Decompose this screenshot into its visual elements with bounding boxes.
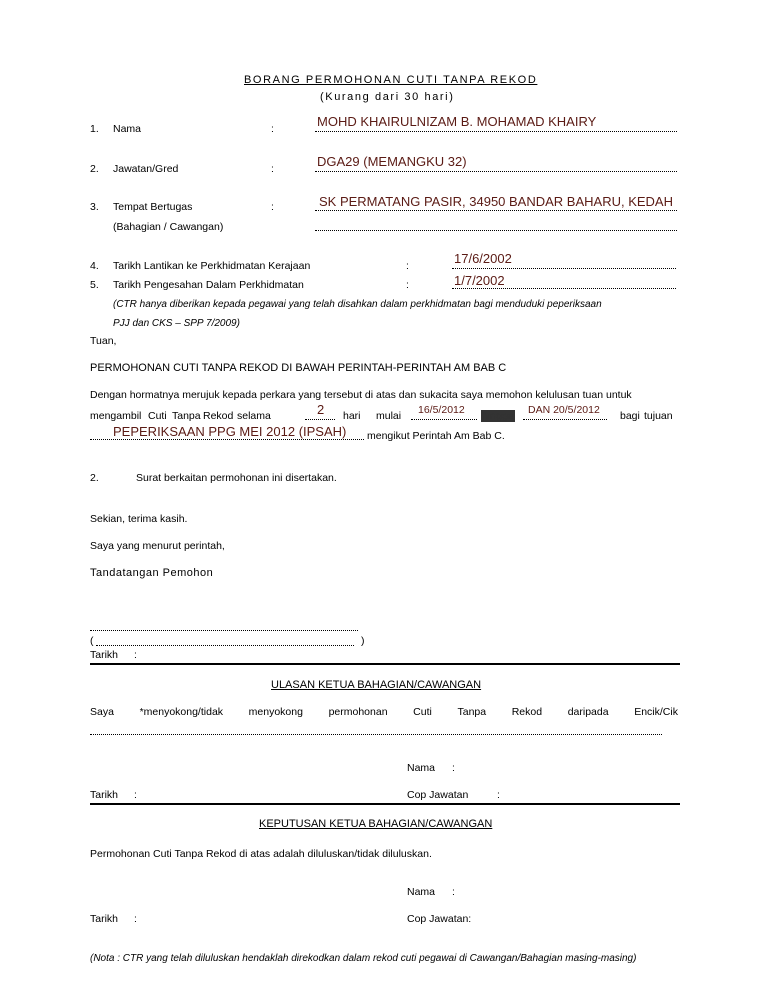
decision-name-label: Nama (407, 886, 436, 898)
start-date-dotted-line (411, 419, 477, 420)
field-2-colon: : (271, 163, 274, 175)
applicant-date-colon: : (134, 649, 137, 661)
applicant-date-label: Tarikh (90, 649, 119, 661)
decision-date-label: Tarikh (90, 913, 119, 925)
field-4-colon: : (406, 260, 409, 272)
decision-date-colon: : (134, 913, 137, 925)
salutation: Tuan, (90, 335, 117, 347)
confirmation-date-value[interactable]: 1/7/2002 (454, 273, 505, 288)
review-section-title: ULASAN KETUA BAHAGIAN/CAWANGAN (271, 679, 482, 691)
decision-section-title: KEPUTUSAN KETUA BAHAGIAN/CAWANGAN (259, 818, 493, 830)
field-5-colon: : (406, 279, 409, 291)
field-3-number: 3. (90, 201, 99, 213)
review-stamp-label: Cop Jawatan (407, 789, 469, 801)
review-word-tanpa: Tanpa (457, 706, 487, 718)
purpose-dotted-line (90, 439, 364, 440)
applicant-name-dotted-line[interactable] (96, 645, 354, 646)
review-word-daripada: daripada (567, 706, 609, 718)
field-2-label: Jawatan/Gred (113, 163, 179, 175)
item-2-text: Surat berkaitan permohonan ini disertakan. (136, 472, 337, 484)
eligibility-note-line-2: PJJ dan CKS – SPP 7/2009) (113, 318, 240, 329)
review-word-saya: Saya (90, 706, 114, 718)
review-word-permohonan: permohonan (328, 706, 388, 718)
review-word-encik-cik: Encik/Cik (634, 706, 678, 718)
end-date-value[interactable]: DAN 20/5/2012 (528, 404, 600, 416)
confirmation-dotted-line (452, 288, 676, 289)
field-5-number: 5. (90, 279, 99, 291)
start-date-value[interactable]: 16/5/2012 (418, 404, 465, 416)
review-sentence (90, 706, 678, 718)
paren-close: ) (361, 635, 365, 647)
review-date-label: Tarikh (90, 789, 119, 801)
review-date-colon: : (134, 789, 137, 801)
footnote: (Nota : CTR yang telah diluluskan hendaklah direkodkan dalam rekod cuti pegawai di Cawangan/Bahagian masing-masing) (90, 953, 637, 964)
field-3-sublabel: (Bahagian / Cawangan) (113, 221, 224, 233)
decision-text: Permohonan Cuti Tanpa Rekod di atas adalah diluluskan/tidak diluluskan. (90, 848, 432, 860)
appointment-date-value[interactable]: 17/6/2002 (454, 251, 512, 266)
para-word-bagi: bagi (620, 410, 640, 422)
position-value[interactable]: DGA29 (MEMANGKU 32) (317, 154, 467, 169)
review-word-cuti: Cuti (413, 706, 432, 718)
position-dotted-line (315, 171, 677, 172)
decision-name-colon: : (452, 886, 455, 898)
closing-obedient: Saya yang menurut perintah, (90, 540, 225, 552)
signature-label: Tandatangan Pemohon (90, 567, 214, 579)
field-1-number: 1. (90, 123, 99, 135)
review-word-support-choice: *menyokong/tidak (139, 706, 224, 718)
para-word-mulai: mulai (376, 410, 402, 422)
review-stamp-colon: : (497, 789, 500, 801)
item-2-number: 2. (90, 472, 99, 484)
para-word-rekod: Rekod (203, 410, 234, 422)
field-1-label: Nama (113, 123, 142, 135)
review-word-menyokong: menyokong (248, 706, 303, 718)
review-name-label: Nama (407, 762, 436, 774)
workplace-dotted-line-2 (315, 230, 677, 231)
purpose-value[interactable]: PEPERIKSAAN PPG MEI 2012 (IPSAH) (113, 424, 347, 439)
section-divider-2 (90, 803, 680, 805)
field-3-label: Tempat Bertugas (113, 201, 193, 213)
form-subtitle: (Kurang dari 30 hari) (320, 91, 455, 103)
section-divider-1 (90, 663, 680, 665)
end-date-dotted-line (523, 419, 607, 420)
para-word-tujuan: tujuan (644, 410, 673, 422)
signature-dotted-line[interactable] (90, 630, 358, 631)
review-dotted-line[interactable] (90, 734, 662, 735)
appointment-dotted-line (452, 268, 676, 269)
para-word-selama: selama (237, 410, 271, 422)
field-2-number: 2. (90, 163, 99, 175)
eligibility-note-line-1: (CTR hanya diberikan kepada pegawai yang telah disahkan dalam perkhidmatan bagi menduduki peperiksaan (113, 299, 602, 310)
subject-line: PERMOHONAN CUTI TANPA REKOD DI BAWAH PERINTAH-PERINTAH AM BAB C (90, 362, 507, 374)
decision-stamp-label: Cop Jawatan: (407, 913, 472, 925)
closing-thanks: Sekian, terima kasih. (90, 513, 188, 525)
days-dotted-line (305, 419, 335, 420)
field-1-colon: : (271, 123, 274, 135)
field-5-label: Tarikh Pengesahan Dalam Perkhidmatan (113, 279, 304, 291)
paragraph-1-end: mengikut Perintah Am Bab C. (367, 430, 505, 442)
leave-days-value[interactable]: 2 (317, 402, 325, 417)
para-word-mengambil: mengambil (90, 410, 142, 422)
review-name-colon: : (452, 762, 455, 774)
para-word-cuti: Cuti (148, 410, 167, 422)
field-4-label: Tarikh Lantikan ke Perkhidmatan Kerajaan (113, 260, 311, 272)
paren-open: ( (90, 635, 94, 647)
field-4-number: 4. (90, 260, 99, 272)
paragraph-1-line-1: Dengan hormatnya merujuk kepada perkara yang tersebut di atas dan sukacita saya memohon kelulusan tuan untuk (90, 389, 632, 401)
form-title: BORANG PERMOHONAN CUTI TANPA REKOD (244, 74, 538, 86)
hingga-word-redacted: hingga (482, 410, 514, 422)
review-word-rekod: Rekod (511, 706, 543, 718)
para-word-hari: hari (343, 410, 361, 422)
para-word-tanpa: Tanpa (172, 410, 201, 422)
workplace-dotted-line-1 (315, 210, 677, 211)
workplace-value[interactable]: SK PERMATANG PASIR, 34950 BANDAR BAHARU, KEDAH (319, 194, 673, 209)
field-3-colon: : (271, 201, 274, 213)
name-value[interactable]: MOHD KHAIRULNIZAM B. MOHAMAD KHAIRY (317, 114, 597, 129)
name-dotted-line (315, 131, 677, 132)
